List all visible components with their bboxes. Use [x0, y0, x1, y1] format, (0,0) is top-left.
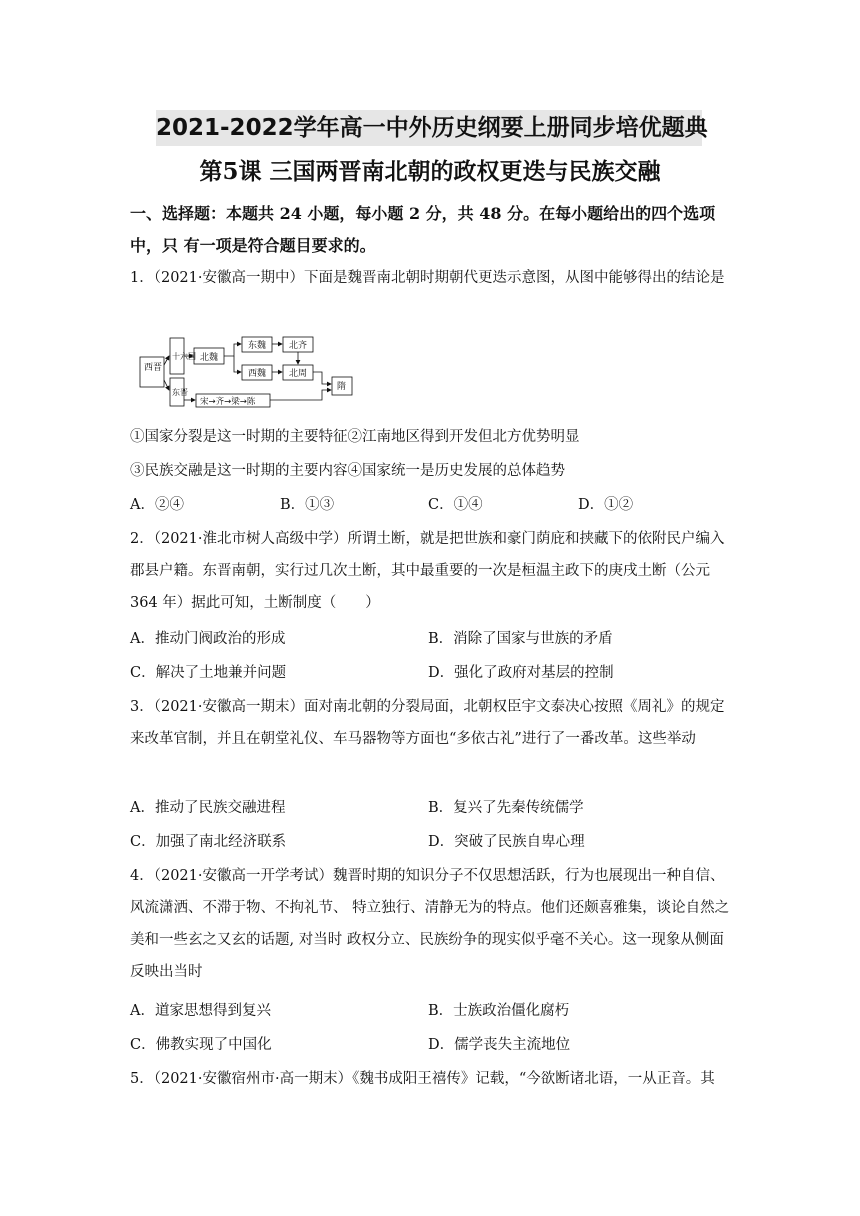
- option-c[interactable]: C．①④: [428, 497, 483, 513]
- option-a[interactable]: A．道家思想得到复兴: [130, 1003, 271, 1019]
- node-shiliuguo: 十六国: [172, 352, 196, 361]
- option-a[interactable]: A．推动门阀政治的形成: [130, 631, 286, 647]
- option-a[interactable]: A．推动了民族交融进程: [130, 800, 286, 816]
- node-xijin: 西晋: [144, 363, 163, 373]
- option-d[interactable]: D．①②: [578, 497, 634, 513]
- section-heading: 一、选择题：本题共 24 小题，每小题 2 分，共 48 分。在每小题给出的四个选项中，只 有一项是符合题目要求的。: [130, 204, 716, 255]
- option-b[interactable]: B．复兴了先秦传统儒学: [428, 800, 584, 816]
- node-dongjin: 东晋: [172, 388, 188, 397]
- question-1-stem: 1．（2021·安徽高一期中）下面是魏晋南北朝时期朝代更迭示意图，从图中能够得出的结论是: [130, 270, 725, 286]
- node-beizhou: 北周: [289, 369, 308, 379]
- node-beiqi: 北齐: [289, 341, 308, 351]
- question-1-statement-1: ①国家分裂是这一时期的主要特征②江南地区得到开发但北方优势明显: [130, 429, 580, 445]
- node-xiwei: 西魏: [248, 369, 267, 379]
- node-dongwei: 东魏: [248, 341, 267, 351]
- document-title: 2021-2022学年高一中外历史纲要上册同步培优题典: [156, 110, 702, 146]
- option-c[interactable]: C．解决了土地兼并问题: [130, 665, 287, 681]
- question-4-stem: 4．（2021·安徽高一开学考试）魏晋时期的知识分子不仅思想活跃，行为也展现出一种自信、风流潇洒、不滞于物、不拘礼节、 特立独行、清静无为的特点。他们还颇喜雅集，谈论自然之美和一些玄之又玄的话题, 对当时 政权分立、民族纷争的现实似乎毫不关心。这一现象从侧面反映出当时: [130, 868, 730, 980]
- option-d[interactable]: D．儒学丧失主流地位: [428, 1037, 571, 1053]
- question-1-statement-2: ③民族交融是这一时期的主要内容④国家统一是历史发展的总体趋势: [130, 463, 565, 479]
- node-sui: 隋: [337, 382, 347, 392]
- option-b[interactable]: B．①③: [280, 497, 335, 513]
- node-southern-dynasties: 宋→齐→梁→陈: [200, 397, 256, 407]
- lesson-title: 第5课 三国两晋南北朝的政权更迭与民族交融: [199, 158, 661, 185]
- option-b[interactable]: B．消除了国家与世族的矛盾: [428, 631, 613, 647]
- option-b[interactable]: B．士族政治僵化腐朽: [428, 1003, 570, 1019]
- node-beiwei: 北魏: [200, 353, 219, 363]
- option-d[interactable]: D．强化了政府对基层的控制: [428, 665, 614, 681]
- option-d[interactable]: D．突破了民族自卑心理: [428, 834, 585, 850]
- option-c[interactable]: C．佛教实现了中国化: [130, 1037, 272, 1053]
- question-3-stem: 3．（2021·安徽高一期末）面对南北朝的分裂局面，北朝权臣宇文泰决心按照《周礼》的规定来改革官制，并且在朝堂礼仪、车马器物等方面也“多依古礼”进行了一番改革。这些举动: [130, 699, 725, 747]
- option-a[interactable]: A．②④: [130, 497, 184, 513]
- option-c[interactable]: C．加强了南北经济联系: [130, 834, 287, 850]
- question-5-stem: 5．（2021·安徽宿州市·高一期末）《魏书成阳王禧传》记载，“今欲断诸北语，一从正音。其: [130, 1071, 715, 1087]
- question-2-stem: 2．（2021·淮北市树人高级中学）所谓土断，就是把世族和豪门荫庇和挟藏下的依附民户编入郡县户籍。东晋南朝，实行过几次土断，其中最重要的一次是桓温主政下的庚戌土断（公元 364 年）据此可知，土断制度（ ）: [130, 531, 725, 611]
- dynasty-succession-diagram: [138, 332, 358, 408]
